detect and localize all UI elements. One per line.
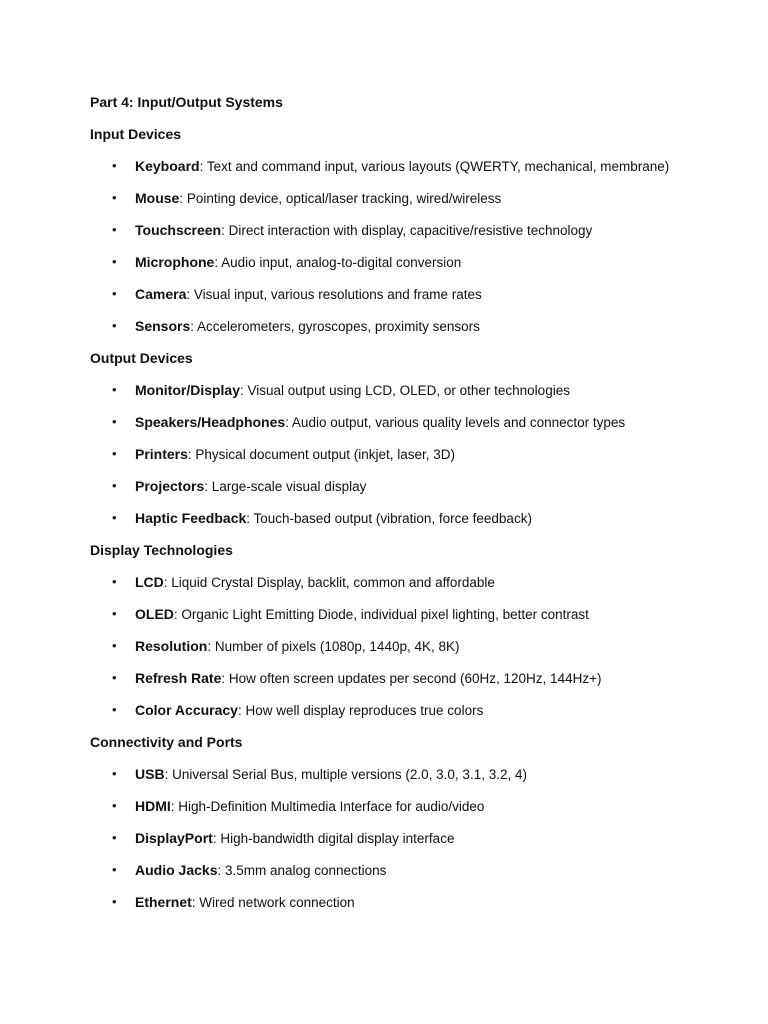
bullet-list — [90, 571, 740, 721]
item-term: Mouse — [135, 190, 180, 206]
bullet-icon: • — [112, 670, 117, 685]
list-item — [90, 251, 740, 273]
item-term: Projectors — [135, 478, 205, 494]
list-item — [90, 699, 740, 721]
bullet-icon: • — [112, 606, 117, 621]
list-item — [90, 827, 740, 849]
section-heading: Display Technologies — [90, 542, 233, 558]
item-term: OLED — [135, 606, 174, 622]
item-description: : Audio output, various quality levels and connector types — [285, 415, 626, 430]
item-description: : Visual output using LCD, OLED, or other technologies — [240, 383, 570, 398]
item-description: : High-bandwidth digital display interface — [212, 831, 455, 846]
bullet-icon: • — [112, 702, 117, 717]
item-term: DisplayPort — [135, 830, 213, 846]
bullet-icon: • — [112, 638, 117, 653]
item-description: : Wired network connection — [191, 895, 355, 910]
document-page — [90, 91, 740, 923]
item-description: : Universal Serial Bus, multiple versions (2.0, 3.0, 3.1, 3.2, 4) — [164, 767, 527, 782]
item-term: Ethernet — [135, 894, 192, 910]
item-term: Sensors — [135, 318, 191, 334]
item-description: : Text and command input, various layouts (QWERTY, mechanical, membrane) — [199, 159, 670, 174]
list-item — [90, 411, 740, 433]
list-item — [90, 155, 740, 177]
item-term: Printers — [135, 446, 188, 462]
bullet-icon: • — [112, 574, 117, 589]
list-item — [90, 379, 740, 401]
bullet-list — [90, 379, 740, 529]
bullet-icon: • — [112, 446, 117, 461]
item-term: Touchscreen — [135, 222, 222, 238]
bullet-icon: • — [112, 510, 117, 525]
list-item — [90, 571, 740, 593]
list-item — [90, 763, 740, 785]
list-item — [90, 795, 740, 817]
item-description: : Pointing device, optical/laser tracking, wired/wireless — [179, 191, 502, 206]
item-description: : Direct interaction with display, capacitive/resistive technology — [221, 223, 593, 238]
list-item — [90, 603, 740, 625]
bullet-icon: • — [112, 478, 117, 493]
page-title: Part 4: Input/Output Systems — [90, 94, 283, 110]
item-description: : Visual input, various resolutions and frame rates — [186, 287, 482, 302]
section-heading: Input Devices — [90, 126, 182, 142]
bullet-icon: • — [112, 158, 117, 173]
item-description: : Organic Light Emitting Diode, individual pixel lighting, better contrast — [173, 607, 589, 622]
item-description: : Accelerometers, gyroscopes, proximity sensors — [190, 319, 480, 334]
item-term: LCD — [135, 574, 164, 590]
bullet-icon: • — [112, 862, 117, 877]
list-item — [90, 635, 740, 657]
item-term: Audio Jacks — [135, 862, 218, 878]
item-term: Refresh Rate — [135, 670, 222, 686]
item-term: Monitor/Display — [135, 382, 241, 398]
item-description: : Audio input, analog-to-digital conversion — [214, 255, 462, 270]
list-item — [90, 891, 740, 913]
bullet-icon: • — [112, 766, 117, 781]
bullet-list — [90, 155, 740, 337]
item-description: : Liquid Crystal Display, backlit, common and affordable — [163, 575, 495, 590]
document-body — [90, 123, 740, 913]
list-item — [90, 315, 740, 337]
item-term: Microphone — [135, 254, 215, 270]
list-item — [90, 667, 740, 689]
item-term: Speakers/Headphones — [135, 414, 286, 430]
bullet-icon: • — [112, 318, 117, 333]
list-item — [90, 219, 740, 241]
item-description: : How often screen updates per second (60Hz, 120Hz, 144Hz+) — [221, 671, 602, 686]
bullet-icon: • — [112, 222, 117, 237]
list-item — [90, 283, 740, 305]
bullet-icon: • — [112, 894, 117, 909]
section-heading: Connectivity and Ports — [90, 734, 243, 750]
item-term: Keyboard — [135, 158, 200, 174]
bullet-icon: • — [112, 286, 117, 301]
item-description: : 3.5mm analog connections — [217, 863, 387, 878]
item-term: Haptic Feedback — [135, 510, 247, 526]
item-description: : High-Definition Multimedia Interface for audio/video — [170, 799, 485, 814]
item-term: Resolution — [135, 638, 208, 654]
list-item — [90, 475, 740, 497]
section-heading: Output Devices — [90, 350, 193, 366]
item-term: USB — [135, 766, 165, 782]
bullet-icon: • — [112, 190, 117, 205]
item-description: : Touch-based output (vibration, force feedback) — [246, 511, 532, 526]
item-description: : Large-scale visual display — [204, 479, 367, 494]
bullet-list — [90, 763, 740, 913]
list-item — [90, 443, 740, 465]
bullet-icon: • — [112, 830, 117, 845]
list-item — [90, 187, 740, 209]
bullet-icon: • — [112, 382, 117, 397]
item-term: Camera — [135, 286, 187, 302]
item-description: : Number of pixels (1080p, 1440p, 4K, 8K) — [207, 639, 460, 654]
bullet-icon: • — [112, 798, 117, 813]
item-term: HDMI — [135, 798, 171, 814]
bullet-icon: • — [112, 414, 117, 429]
item-term: Color Accuracy — [135, 702, 238, 718]
list-item — [90, 507, 740, 529]
item-description: : Physical document output (inkjet, laser, 3D) — [187, 447, 456, 462]
bullet-icon: • — [112, 254, 117, 269]
list-item — [90, 859, 740, 881]
item-description: : How well display reproduces true colors — [237, 703, 484, 718]
